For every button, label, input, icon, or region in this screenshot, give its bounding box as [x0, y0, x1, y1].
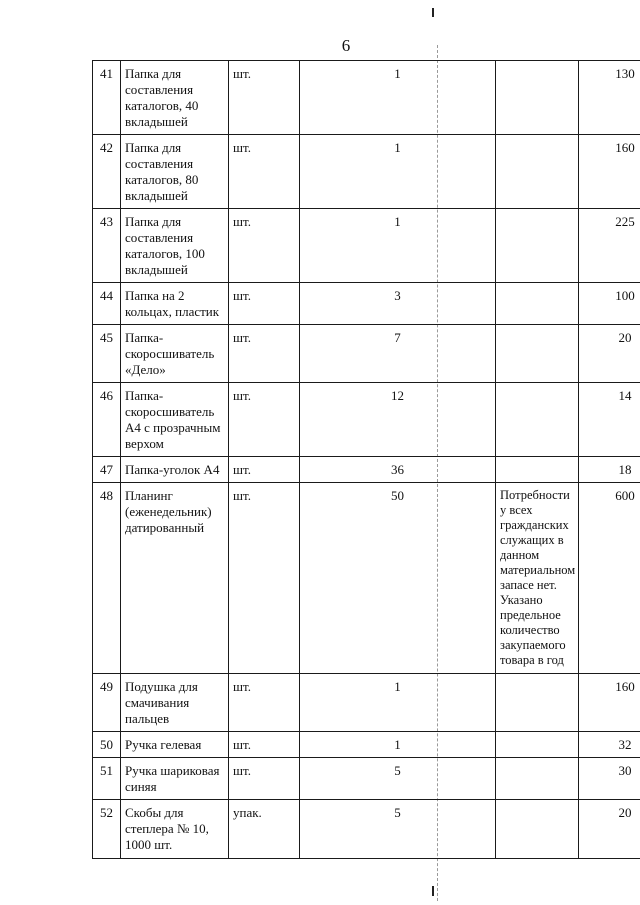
row-number: 48 [93, 483, 121, 674]
item-quantity: 3 [300, 283, 496, 325]
item-unit: шт. [229, 674, 300, 732]
item-price: 225 [579, 209, 640, 283]
item-unit: шт. [229, 732, 300, 758]
item-price: 20 [579, 325, 640, 383]
table-row [93, 283, 640, 325]
row-number: 46 [93, 383, 121, 457]
row-number: 49 [93, 674, 121, 732]
table-row [93, 209, 640, 283]
page-number: 6 [341, 36, 351, 55]
item-name: Папка-скоросшиватель «Дело» [121, 325, 229, 383]
row-number: 41 [93, 61, 121, 135]
row-number: 51 [93, 758, 121, 800]
item-name: Подушка для смачивания пальцев [121, 674, 229, 732]
item-name: Ручка шариковая синяя [121, 758, 229, 800]
item-note [496, 383, 579, 457]
item-name: Папка на 2 кольцах, пластик [121, 283, 229, 325]
row-number: 50 [93, 732, 121, 758]
row-number: 47 [93, 457, 121, 483]
goods-table [92, 60, 640, 859]
item-quantity: 1 [300, 209, 496, 283]
table-row [93, 383, 640, 457]
item-price: 30 [579, 758, 640, 800]
item-price: 100 [579, 283, 640, 325]
table-row [93, 325, 640, 383]
item-name: Папка для составления каталогов, 100 вкладышей [121, 209, 229, 283]
row-number: 44 [93, 283, 121, 325]
item-note [496, 457, 579, 483]
row-number: 45 [93, 325, 121, 383]
item-name: Папка-уголок А4 [121, 457, 229, 483]
item-name: Планинг (еженедельник) датированный [121, 483, 229, 674]
item-unit: шт. [229, 209, 300, 283]
item-quantity: 1 [300, 674, 496, 732]
item-name: Скобы для степлера № 10, 1000 шт. [121, 800, 229, 859]
table-row [93, 135, 640, 209]
item-price: 18 [579, 457, 640, 483]
item-quantity: 1 [300, 61, 496, 135]
item-quantity: 1 [300, 135, 496, 209]
item-note [496, 325, 579, 383]
item-price: 160 [579, 674, 640, 732]
row-number: 52 [93, 800, 121, 859]
item-quantity: 5 [300, 758, 496, 800]
item-note [496, 732, 579, 758]
item-unit: шт. [229, 283, 300, 325]
item-note [496, 674, 579, 732]
item-unit: шт. [229, 383, 300, 457]
item-name: Папка для составления каталогов, 80 вкладышей [121, 135, 229, 209]
table-row [93, 758, 640, 800]
item-note: Потребности у всех гражданских служащих в данном материальном запасе нет. Указано предельное количество закупаемого товара в год [496, 483, 579, 674]
item-unit: шт. [229, 325, 300, 383]
item-unit: шт. [229, 61, 300, 135]
table-row [93, 732, 640, 758]
item-price: 600 [579, 483, 640, 674]
item-unit: шт. [229, 135, 300, 209]
item-quantity: 1 [300, 732, 496, 758]
item-quantity: 7 [300, 325, 496, 383]
item-price: 32 [579, 732, 640, 758]
table-row [93, 483, 640, 674]
item-name: Папка для составления каталогов, 40 вкладышей [121, 61, 229, 135]
item-quantity: 36 [300, 457, 496, 483]
item-quantity: 50 [300, 483, 496, 674]
item-name: Ручка гелевая [121, 732, 229, 758]
item-note [496, 283, 579, 325]
item-note [496, 61, 579, 135]
table-row [93, 61, 640, 135]
item-unit: шт. [229, 758, 300, 800]
item-unit: упак. [229, 800, 300, 859]
item-note [496, 209, 579, 283]
item-note [496, 135, 579, 209]
item-price: 14 [579, 383, 640, 457]
table-row [93, 800, 640, 859]
item-note [496, 758, 579, 800]
item-price: 20 [579, 800, 640, 859]
item-unit: шт. [229, 457, 300, 483]
item-quantity: 12 [300, 383, 496, 457]
item-price: 130 [579, 61, 640, 135]
binding-mark-top [432, 8, 434, 17]
row-number: 43 [93, 209, 121, 283]
item-quantity: 5 [300, 800, 496, 859]
table-row [93, 457, 640, 483]
item-note [496, 800, 579, 859]
item-unit: шт. [229, 483, 300, 674]
table-row [93, 674, 640, 732]
item-price: 160 [579, 135, 640, 209]
row-number: 42 [93, 135, 121, 209]
item-name: Папка-скоросшиватель А4 с прозрачным верхом [121, 383, 229, 457]
binding-mark-bottom [432, 886, 434, 896]
